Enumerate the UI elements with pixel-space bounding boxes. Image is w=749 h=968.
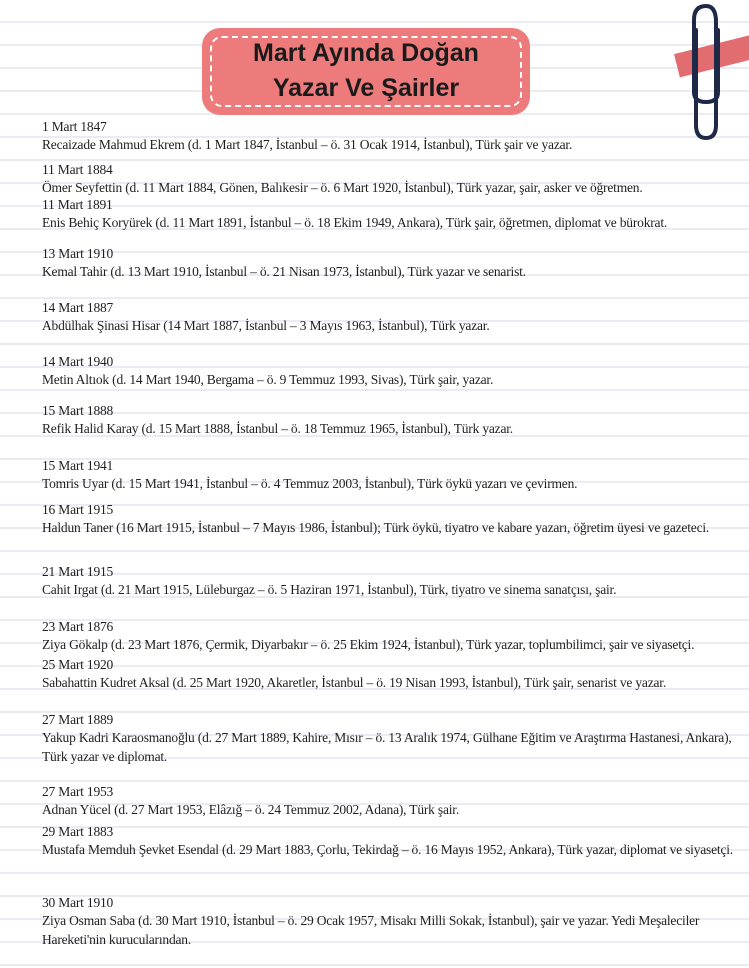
entry-text: Mustafa Memduh Şevket Esendal (d. 29 Mart 1883, Çorlu, Tekirdağ – ö. 16 Mayıs 1952, Ankara), Türk yazar, diplomat ve siyasetçi. (42, 842, 733, 857)
entry-text: Recaizade Mahmud Ekrem (d. 1 Mart 1847, İstanbul – ö. 31 Ocak 1914, İstanbul), Türk şair ve yazar. (42, 137, 573, 152)
entry-date: 30 Mart 1910 (42, 895, 114, 910)
entry-text: Tomris Uyar (d. 15 Mart 1941, İstanbul – ö. 4 Temmuz 2003, İstanbul), Türk öykü yazarı ve çevirmen. (42, 476, 578, 491)
title-banner (202, 28, 530, 115)
entry-text: Enis Behiç Koryürek (d. 11 Mart 1891, İstanbul – ö. 18 Ekim 1949, Ankara), Türk şair, öğretmen, diplomat ve bürokrat. (42, 215, 668, 230)
entry-text: Abdülhak Şinasi Hisar (14 Mart 1887, İstanbul – 3 Mayıs 1963, İstanbul), Türk yazar. (42, 318, 490, 333)
entry-27-mart-1889 (42, 712, 742, 766)
entry-text: Cahit Irgat (d. 21 Mart 1915, Lüleburgaz – ö. 5 Haziran 1971, İstanbul), Türk, tiyatro ve sinema sanatçısı, şair. (42, 582, 617, 597)
entry-date: 27 Mart 1953 (42, 784, 114, 799)
entry-text: Ziya Gökalp (d. 23 Mart 1876, Çermik, Diyarbakır – ö. 25 Ekim 1924, İstanbul), Türk yazar, toplumbilimci, şair ve siyasetçi. (42, 637, 695, 652)
entry-23-mart-1876 (42, 619, 742, 654)
entry-date: 11 Mart 1884 (42, 162, 113, 177)
entry-date: 27 Mart 1889 (42, 712, 114, 727)
entry-date: 23 Mart 1876 (42, 619, 114, 634)
entry-text: Metin Altıok (d. 14 Mart 1940, Bergama – ö. 9 Temmuz 1993, Sivas), Türk şair, yazar. (42, 372, 494, 387)
entry-date: 11 Mart 1891 (42, 197, 113, 212)
entry-date: 15 Mart 1888 (42, 403, 114, 418)
page-title-line-1: Mart Ayında Doğan (253, 39, 479, 67)
entry-1-mart-1847 (42, 119, 742, 154)
entry-text: Sabahattin Kudret Aksal (d. 25 Mart 1920, Akaretler, İstanbul – ö. 19 Nisan 1993, İstanbul), Türk şair, senarist ve yazar. (42, 675, 667, 690)
entry-date: 13 Mart 1910 (42, 246, 114, 261)
entry-text: Haldun Taner (16 Mart 1915, İstanbul – 7 Mayıs 1986, İstanbul); Türk öykü, tiyatro ve kabare yazarı, öğretim üyesi ve gazeteci. (42, 520, 710, 535)
entry-date: 14 Mart 1887 (42, 300, 114, 315)
entry-date: 1 Mart 1847 (42, 119, 107, 134)
entry-text: Kemal Tahir (d. 13 Mart 1910, İstanbul – ö. 21 Nisan 1973, İstanbul), Türk yazar ve senarist. (42, 264, 526, 279)
entry-11-mart-1891 (42, 197, 742, 232)
entry-16-mart-1915 (42, 502, 742, 537)
entry-date: 29 Mart 1883 (42, 824, 114, 839)
entry-date: 21 Mart 1915 (42, 564, 114, 579)
entry-text: Ömer Seyfettin (d. 11 Mart 1884, Gönen, Balıkesir – ö. 6 Mart 1920, İstanbul), Türk yazar, şair, asker ve öğretmen. (42, 180, 643, 195)
entry-21-mart-1915 (42, 564, 742, 599)
entry-13-mart-1910 (42, 246, 742, 281)
entry-15-mart-1888 (42, 403, 742, 438)
entry-text: Ziya Osman Saba (d. 30 Mart 1910, İstanbul – ö. 29 Ocak 1957, Misakı Milli Sokak, İstanbul), şair ve yazar. Yedi Meşaleciler Hareketi'nin kurucularından. (42, 913, 700, 947)
entry-14-mart-1940 (42, 354, 742, 389)
entry-15-mart-1941 (42, 458, 742, 493)
entry-date: 25 Mart 1920 (42, 657, 114, 672)
entry-29-mart-1883 (42, 824, 742, 859)
page-title-line-2: Yazar Ve Şairler (272, 74, 460, 102)
entry-27-mart-1953 (42, 784, 742, 819)
entry-text: Refik Halid Karay (d. 15 Mart 1888, İstanbul – ö. 18 Temmuz 1965, İstanbul), Türk yazar. (42, 421, 513, 436)
entry-text: Yakup Kadri Karaosmanoğlu (d. 27 Mart 1889, Kahire, Mısır – ö. 13 Aralık 1974, Gülhane Eğitim ve Araştırma Hastanesi, Ankara), Türk yazar ve diplomat. (42, 730, 732, 764)
entry-25-mart-1920 (42, 657, 742, 692)
entry-30-mart-1910 (42, 895, 742, 949)
entry-date: 15 Mart 1941 (42, 458, 114, 473)
entry-date: 16 Mart 1915 (42, 502, 114, 517)
entry-11-mart-1884 (42, 162, 742, 197)
entry-text: Adnan Yücel (d. 27 Mart 1953, Elâzığ – ö. 24 Temmuz 2002, Adana), Türk şair. (42, 802, 460, 817)
entry-14-mart-1887 (42, 300, 742, 335)
entry-date: 14 Mart 1940 (42, 354, 114, 369)
